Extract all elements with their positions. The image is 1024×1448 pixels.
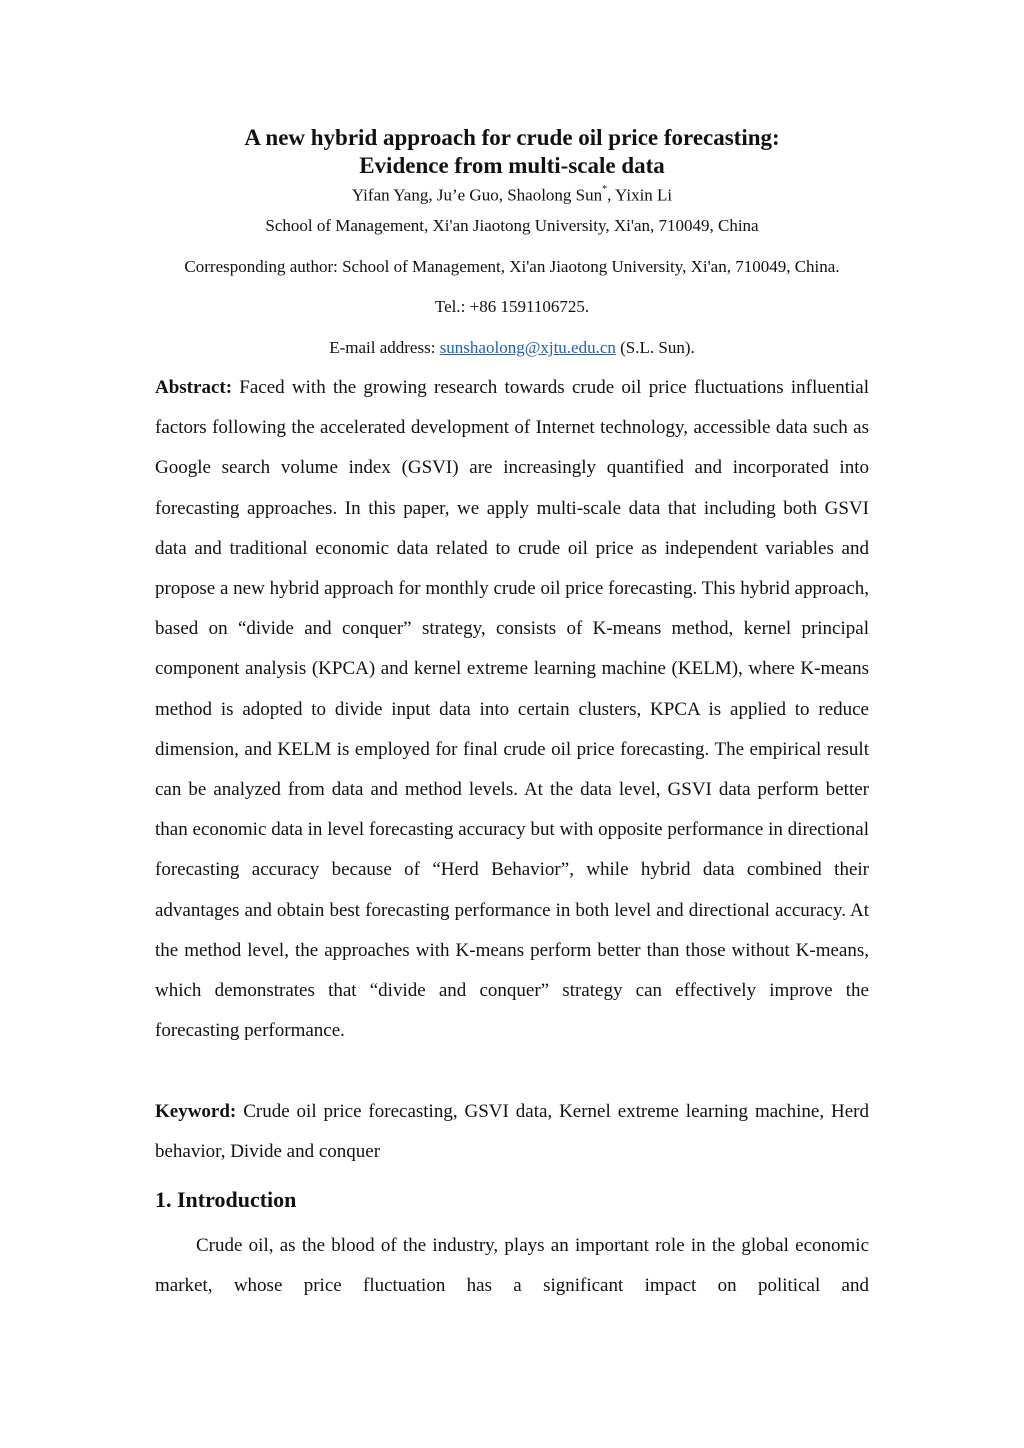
- author-names: Yifan Yang, Ju’e Guo, Shaolong Sun: [351, 185, 603, 205]
- email-label: E-mail address:: [329, 338, 440, 357]
- abstract-label: Abstract:: [155, 377, 233, 398]
- corresponding-author-address: Corresponding author: School of Management, Xi'an Jiaotong University, Xi'an, 710049, China.: [184, 257, 840, 276]
- introduction-paragraph: Crude oil, as the blood of the industry, plays an important role in the global economic market, whose price fluctuation has a significant impact on political and: [155, 1235, 869, 1297]
- keyword-paragraph: [155, 1092, 869, 1172]
- email-link[interactable]: sunshaolong@xjtu.edu.cn: [439, 338, 616, 357]
- keyword-text: Crude oil price forecasting, GSVI data, Kernel extreme learning machine, Herd behavior, Divide and conquer: [155, 1101, 869, 1163]
- abstract-paragraph: [155, 368, 869, 1051]
- email-line: [0, 337, 1024, 359]
- keyword-label: Keyword:: [155, 1101, 237, 1122]
- abstract-text: Faced with the growing research towards crude oil price fluctuations influential factors following the accelerated development of Internet technology, accessible data such as Google search volume index (GSVI) are increasingly quantified and incorporated into forecasting approaches. In this paper, we apply multi-scale data that including both GSVI data and traditional economic data related to crude oil price as independent variables and propose a new hybrid approach for monthly crude oil price forecasting. This hybrid approach, based on “divide and conquer” strategy, consists of K-means method, kernel principal component analysis (KPCA) and kernel extreme learning machine (KELM), where K-means method is adopted to divide input data into certain clusters, KPCA is applied to reduce dimension, and KELM is employed for final crude oil price forecasting. The empirical result can be analyzed from data and method levels. At the data level, GSVI data perform better than economic data in level forecasting accuracy but with opposite performance in directional forecasting accuracy because of “Herd Behavior”, while hybrid data combined their advantages and obtain best forecasting performance in both level and directional accuracy. At the method level, the approaches with K-means perform better than those without K-means, which demonstrates that “divide and conquer” strategy can effectively improve the forecasting performance.: [155, 377, 869, 1042]
- author-names-tail: , Yixin Li: [607, 185, 673, 205]
- paper-title-line-1: A new hybrid approach for crude oil price forecasting:: [244, 125, 780, 150]
- corresponding-author-mark: *: [602, 184, 608, 195]
- paper-title-line-2: Evidence from multi-scale data: [359, 153, 665, 178]
- author-list: [0, 181, 1024, 207]
- telephone-number: Tel.: +86 1591106725.: [434, 297, 590, 316]
- author-affiliation: School of Management, Xi'an Jiaotong University, Xi'an, 710049, China: [265, 216, 759, 235]
- section-heading: 1. Introduction: [155, 1187, 297, 1212]
- email-suffix: (S.L. Sun).: [615, 338, 695, 357]
